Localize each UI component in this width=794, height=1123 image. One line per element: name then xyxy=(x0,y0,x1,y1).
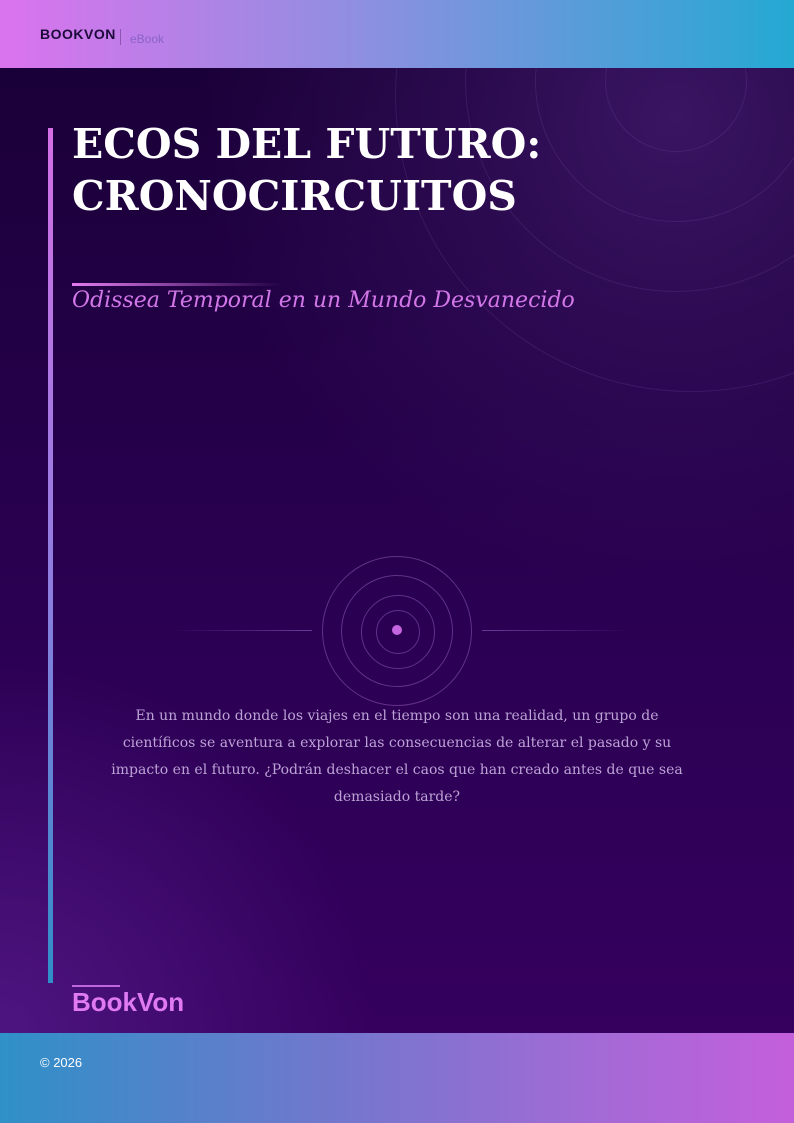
publisher-logo: BookVon xyxy=(72,987,185,1017)
brand-name: BOOKVON xyxy=(40,26,116,42)
header-bar xyxy=(0,0,794,68)
brand-divider xyxy=(120,29,121,45)
title-line-2: CRONOCIRCUITOS xyxy=(72,172,517,220)
type-label: eBook xyxy=(130,32,165,46)
copyright-text: © 2026 xyxy=(40,1055,83,1070)
book-title xyxy=(72,118,762,222)
accent-sidebar xyxy=(48,128,53,983)
title-underline xyxy=(72,283,282,286)
book-subtitle: Odissea Temporal en un Mundo Desvanecido xyxy=(72,288,575,313)
book-description: En un mundo donde los viajes en el tiempo son una realidad, un grupo de científicos se aventura a explorar las consecuencias de alterar el pasado y su impacto en el futuro. ¿Podrán deshacer el caos que han creado antes de que sea demasiado tarde? xyxy=(111,708,683,805)
decorative-ring xyxy=(395,68,794,392)
emblem-line-left xyxy=(170,630,312,631)
emblem-line-right xyxy=(482,630,632,631)
footer-bar xyxy=(0,1033,794,1123)
book-cover xyxy=(0,68,794,1033)
emblem-center-dot xyxy=(392,625,402,635)
title-line-1: ECOS DEL FUTURO: xyxy=(72,120,542,168)
